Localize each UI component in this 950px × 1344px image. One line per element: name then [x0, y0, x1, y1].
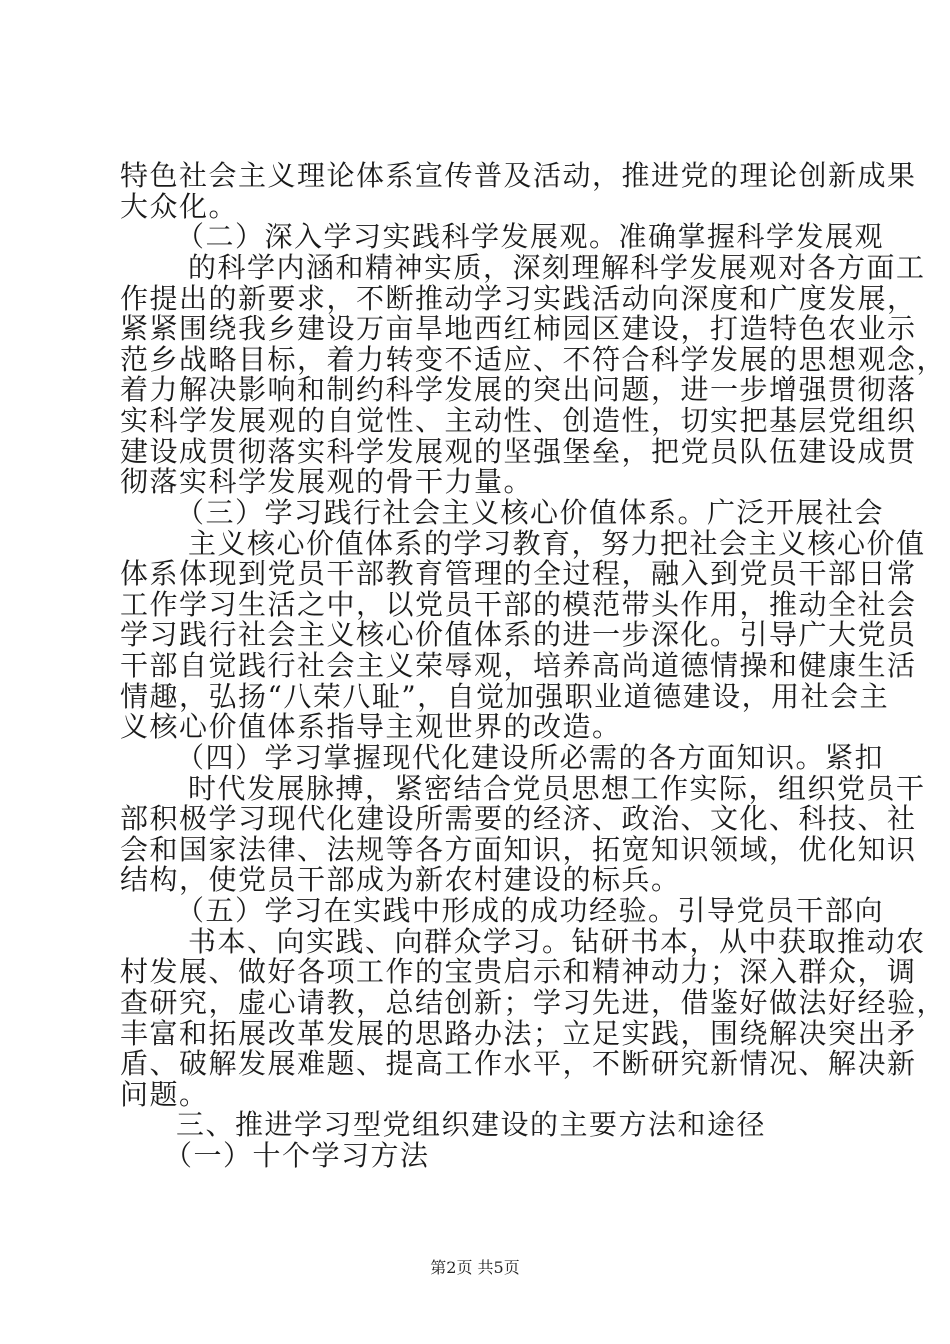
- paragraph-line: 作提出的新要求，不断推动学习实践活动向深度和广度发展，: [120, 282, 917, 315]
- paragraph-line: 体系体现到党员干部教育管理的全过程，融入到党员干部日常: [120, 557, 917, 590]
- paragraph-line: 彻落实科学发展观的骨干力量。: [120, 465, 534, 498]
- paragraph-line: 盾、破解发展难题、提高工作水平，不断研究新情况、解决新: [120, 1047, 917, 1080]
- paragraph-line: 义核心价值体系指导主观世界的改造。: [120, 710, 622, 743]
- paragraph-line: 村发展、做好各项工作的宝贵启示和精神动力；深入群众，调: [120, 955, 917, 988]
- section-heading-2: （二）深入学习实践科学发展观。准确掌握科学发展观: [176, 220, 885, 253]
- paragraph-line: 结构，使党员干部成为新农村建设的标兵。: [120, 863, 681, 896]
- paragraph-line: 实科学发展观的自觉性、主动性、创造性，切实把基层党组织: [120, 404, 917, 437]
- section-heading-4: （四）学习掌握现代化建设所必需的各方面知识。紧扣: [176, 741, 885, 774]
- paragraph-line: 情趣，弘扬“八荣八耻”，自觉加强职业道德建设，用社会主: [120, 680, 890, 713]
- paragraph-line: 主义核心价值体系的学习教育，努力把社会主义核心价值: [188, 527, 926, 560]
- paragraph-line: 书本、向实践、向群众学习。钻研书本，从中获取推动农: [188, 925, 926, 958]
- paragraph-line: 干部自觉践行社会主义荣辱观，培养高尚道德情操和健康生活: [120, 649, 917, 682]
- paragraph-line: 特色社会主义理论体系宣传普及活动，推进党的理论创新成果: [120, 159, 917, 192]
- paragraph-line: 查研究，虚心请教，总结创新；学习先进，借鉴好做法好经验，: [120, 986, 947, 1019]
- paragraph-line: 会和国家法律、法规等各方面知识，拓宽知识领域，优化知识: [120, 833, 917, 866]
- paragraph-line: 工作学习生活之中，以党员干部的模范带头作用，推动全社会: [120, 588, 917, 621]
- paragraph-line: 建设成贯彻落实科学发展观的坚强堡垒，把党员队伍建设成贯: [120, 435, 917, 468]
- section-heading-3: （三）学习践行社会主义核心价值体系。广泛开展社会: [176, 496, 885, 529]
- paragraph-line: 范乡战略目标，着力转变不适应、不符合科学发展的思想观念，: [120, 343, 947, 376]
- paragraph-line: 的科学内涵和精神实质，深刻理解科学发展观对各方面工: [188, 251, 926, 284]
- paragraph-line: 学习践行社会主义核心价值体系的进一步深化。引导广大党员: [120, 618, 917, 651]
- paragraph-line: 大众化。: [120, 190, 239, 223]
- page-footer: 第2页 共5页: [430, 1258, 520, 1277]
- paragraph-line: 时代发展脉搏，紧密结合党员思想工作实际，组织党员干: [188, 772, 926, 805]
- paragraph-line: 紧紧围绕我乡建设万亩旱地西红柿园区建设，打造特色农业示: [120, 312, 917, 345]
- paragraph-line: 丰富和拓展改革发展的思路办法；立足实践，围绕解决突出矛: [120, 1017, 917, 1050]
- paragraph-line: 部积极学习现代化建设所需要的经济、政治、文化、科技、社: [120, 802, 917, 835]
- subsection-heading: （一）十个学习方法: [164, 1139, 430, 1172]
- paragraph-line: 问题。: [120, 1078, 209, 1111]
- paragraph-line: 着力解决影响和制约科学发展的突出问题，进一步增强贯彻落: [120, 373, 917, 406]
- section-heading-5: （五）学习在实践中形成的成功经验。引导党员干部向: [176, 894, 885, 927]
- chapter-heading: 三、推进学习型党组织建设的主要方法和途径: [176, 1108, 767, 1141]
